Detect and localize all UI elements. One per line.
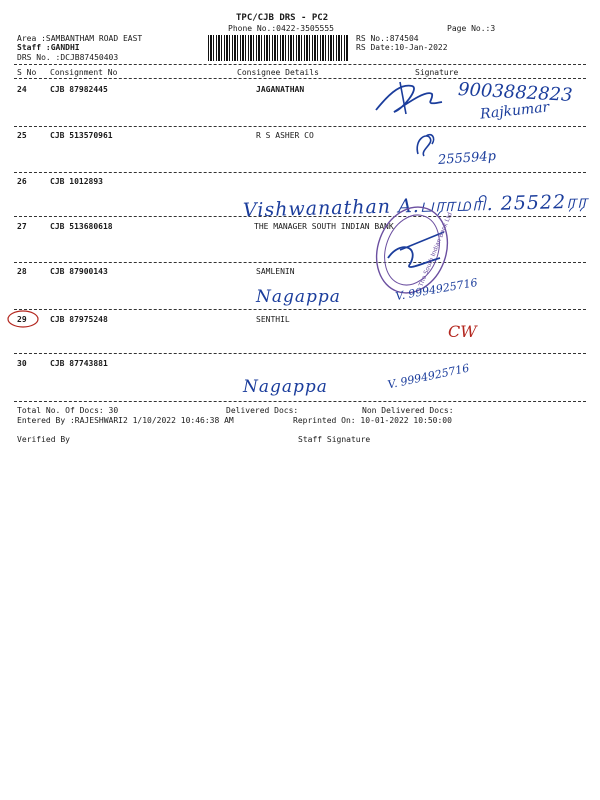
reprinted-on: Reprinted On: 10-01-2022 10:50:00 bbox=[293, 416, 452, 425]
row-29-consignment: CJB 87975248 bbox=[50, 315, 108, 324]
rs-date: RS Date:10-Jan-2022 bbox=[356, 43, 448, 52]
row-29-sno: 29 bbox=[17, 315, 27, 324]
staff-signature: Staff Signature bbox=[298, 435, 371, 444]
row-28-handwritten-name: Nagappa bbox=[256, 287, 341, 307]
entered-by: Entered By :RAJESHWARI2 1/10/2022 10:46:38 AM bbox=[17, 416, 234, 425]
page-number: Page No.:3 bbox=[447, 24, 496, 33]
row-24-consignment: CJB 87982445 bbox=[50, 85, 108, 94]
row-27-sno: 27 bbox=[17, 222, 27, 231]
row-divider bbox=[14, 353, 586, 354]
row-25-consignee: R S ASHER CO bbox=[256, 131, 314, 140]
row-28-consignee: SAMLENIN bbox=[256, 267, 295, 276]
staff: Staff :GANDHI bbox=[17, 43, 80, 52]
row-29-cw-mark: CW bbox=[448, 322, 477, 341]
row-24-signature-scribble bbox=[372, 80, 452, 118]
col-signature: Signature bbox=[415, 68, 459, 77]
col-consignment: Consignment No bbox=[50, 68, 118, 77]
row-divider bbox=[14, 126, 586, 127]
barcode bbox=[208, 35, 348, 61]
row-27-consignee: THE MANAGER SOUTH INDIAN BANK bbox=[254, 222, 394, 231]
row-25-sno: 25 bbox=[17, 131, 27, 140]
row-26-consignment: CJB 1012893 bbox=[50, 177, 103, 186]
row-28-consignment: CJB 87900143 bbox=[50, 267, 108, 276]
col-consignee: Consignee Details bbox=[237, 68, 319, 77]
row-30-handwritten-name: Nagappa bbox=[243, 377, 328, 397]
row-24-sno: 24 bbox=[17, 85, 27, 94]
row-28-handwritten-phone: V. 9994925716 bbox=[394, 275, 479, 304]
row-29-circle-mark bbox=[6, 308, 40, 330]
row-24-consignee: JAGANATHAN bbox=[256, 85, 305, 94]
row-30-handwritten-phone: V. 9994925716 bbox=[386, 361, 471, 392]
row-25-signature-scribble bbox=[412, 130, 440, 158]
row-29-consignee: SENTHIL bbox=[256, 315, 290, 324]
row-25-handwritten-note: 255594p bbox=[437, 148, 497, 169]
col-sno: S No bbox=[17, 68, 37, 77]
row-26-handwritten-entry: Vishwanathan A.பராமரி. 25522ரர bbox=[242, 190, 589, 222]
rs-number: RS No.:874504 bbox=[356, 34, 419, 43]
area: Area :SAMBANTHAM ROAD EAST bbox=[17, 34, 143, 43]
table-bottom-divider bbox=[14, 401, 586, 402]
verified-by: Verified By bbox=[17, 435, 70, 444]
row-27-consignment: CJB 513680618 bbox=[50, 222, 113, 231]
document-title: TPC/CJB DRS - PC2 bbox=[236, 13, 329, 23]
row-24-handwritten-name: Rajkumar bbox=[479, 99, 551, 123]
drs-number: DRS No. :DCJB87450403 bbox=[17, 53, 119, 62]
header-divider bbox=[14, 64, 586, 65]
row-divider bbox=[14, 172, 586, 173]
row-divider bbox=[14, 262, 586, 263]
non-delivered-docs: Non Delivered Docs: bbox=[362, 406, 454, 415]
phone-number: Phone No.:0422-3505555 bbox=[228, 24, 334, 33]
row-30-sno: 30 bbox=[17, 359, 27, 368]
columns-divider bbox=[14, 78, 586, 79]
row-24-handwritten-phone: 9003882823 bbox=[457, 79, 574, 106]
row-28-sno: 28 bbox=[17, 267, 27, 276]
row-25-consignment: CJB 513570961 bbox=[50, 131, 113, 140]
row-divider bbox=[14, 309, 586, 310]
row-26-sno: 26 bbox=[17, 177, 27, 186]
delivered-docs: Delivered Docs: bbox=[226, 406, 299, 415]
row-30-consignment: CJB 87743881 bbox=[50, 359, 108, 368]
bank-stamp-text: The South Indian Bank Ltd bbox=[417, 211, 454, 288]
total-docs: Total No. Of Docs: 30 bbox=[17, 406, 119, 415]
